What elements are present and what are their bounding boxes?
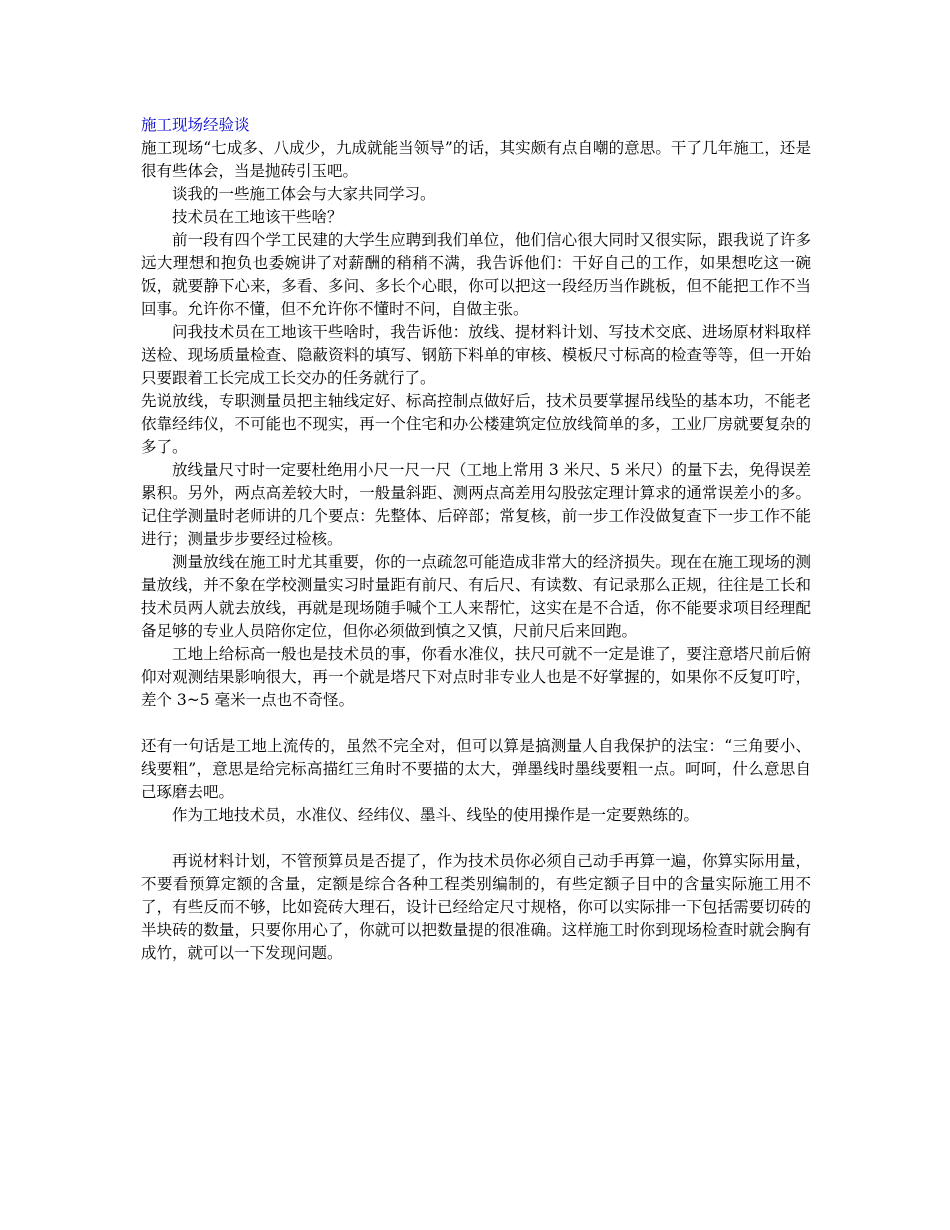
paragraph-duties: 问我技术员在工地该干些啥时，我告诉他：放线、提材料计划、写技术交底、进场原材料取样送检、现场质量检查、隐蔽资料的填写、钢筋下料单的审核、模板尺寸标高的检查等等，但一开始只要跟着工长完成工长交办的任务就行了。 [141, 323, 811, 387]
paragraph-question: 技术员在工地该干些啥？ [172, 208, 343, 226]
paragraph-measuring: 放线量尺寸时一定要杜绝用小尺一尺一尺（工地上常用 3 米尺、5 米尺）的量下去，免得误差累积。另外，两点高差较大时，一般量斜距、测两点高差用勾股弦定理计算求的通常误差小的多。记住学测量时老师讲的几个要点：先整体、后碎部；常复核，前一步工作没做复查下一步工作不能进行；测量步步要经过检核。 [141, 461, 812, 548]
paragraph-layout-lines: 先说放线，专职测量员把主轴线定好、标高控制点做好后，技术员要掌握吊线坠的基本功，不能老依靠经纬仪，不可能也不现实，再一个住宅和办公楼建筑定位放线简单的多，工业厂房就要复杂的多了。 [141, 392, 811, 456]
paragraph-share: 谈我的一些施工体会与大家共同学习。 [172, 185, 436, 203]
document-page [141, 113, 811, 965]
paragraph-instruments: 作为工地技术员，水准仪、经纬仪、墨斗、线坠的使用操作是一定要熟练的。 [172, 806, 700, 824]
document-title[interactable]: 施工现场经验谈 [141, 116, 250, 134]
paragraph-spacer [141, 827, 811, 850]
paragraph-elevation: 工地上给标高一般也是技术员的事，你看水准仪，扶尺可就不一定是谁了，要注意塔尺前后俯仰对观测结果影响很大，再一个就是塔尺下对点时非专业人也是不好掌握的，如果你不反复叮咛，差个 3~5 毫米一点也不奇怪。 [141, 645, 811, 709]
paragraph-spacer [141, 712, 811, 735]
paragraph-intro: 施工现场“七成多、八成少，九成就能当领导”的话，其实颇有点自嘲的意思。干了几年施工，还是很有些体会，当是抛砖引玉吧。 [141, 139, 811, 180]
paragraph-saying: 还有一句话是工地上流传的，虽然不完全对，但可以算是搞测量人自我保护的法宝：“三角要小、线要粗”，意思是给完标高描红三角时不要描的太大，弹墨线时墨线要粗一点。呵呵，什么意思自己琢磨去吧。 [141, 737, 811, 801]
paragraph-materials: 再说材料计划，不管预算员是否提了，作为技术员你必须自己动手再算一遍，你算实际用量，不要看预算定额的含量，定额是综合各种工程类别编制的，有些定额子目中的含量实际施工用不了，有些反而不够，比如瓷砖大理石，设计已经给定尺寸规格，你可以实际排一下包括需要切砖的半块砖的数量，只要你用心了，你就可以把数量提的很准确。这样施工时你到现场检查时就会胸有成竹，就可以一下发现问题。 [141, 852, 811, 962]
paragraph-students: 前一段有四个学工民建的大学生应聘到我们单位，他们信心很大同时又很实际，跟我说了许多远大理想和抱负也委婉讲了对薪酬的稍稍不满，我告诉他们：干好自己的工作，如果想吃这一碗饭，就要静下心来，多看、多问、多长个心眼，你可以把这一段经历当作跳板，但不能把工作不当回事。允许你不懂，但不允许你不懂时不问，自做主张。 [141, 231, 811, 318]
paragraph-importance: 测量放线在施工时尤其重要，你的一点疏忽可能造成非常大的经济损失。现在在施工现场的测量放线，并不象在学校测量实习时量距有前尺、有后尺、有读数、有记录那么正规，往往是工长和技术员两人就去放线，再就是现场随手喊个工人来帮忙，这实在是不合适，你不能要求项目经理配备足够的专业人员陪你定位，但你必须做到慎之又慎，尺前尺后来回跑。 [141, 553, 811, 640]
